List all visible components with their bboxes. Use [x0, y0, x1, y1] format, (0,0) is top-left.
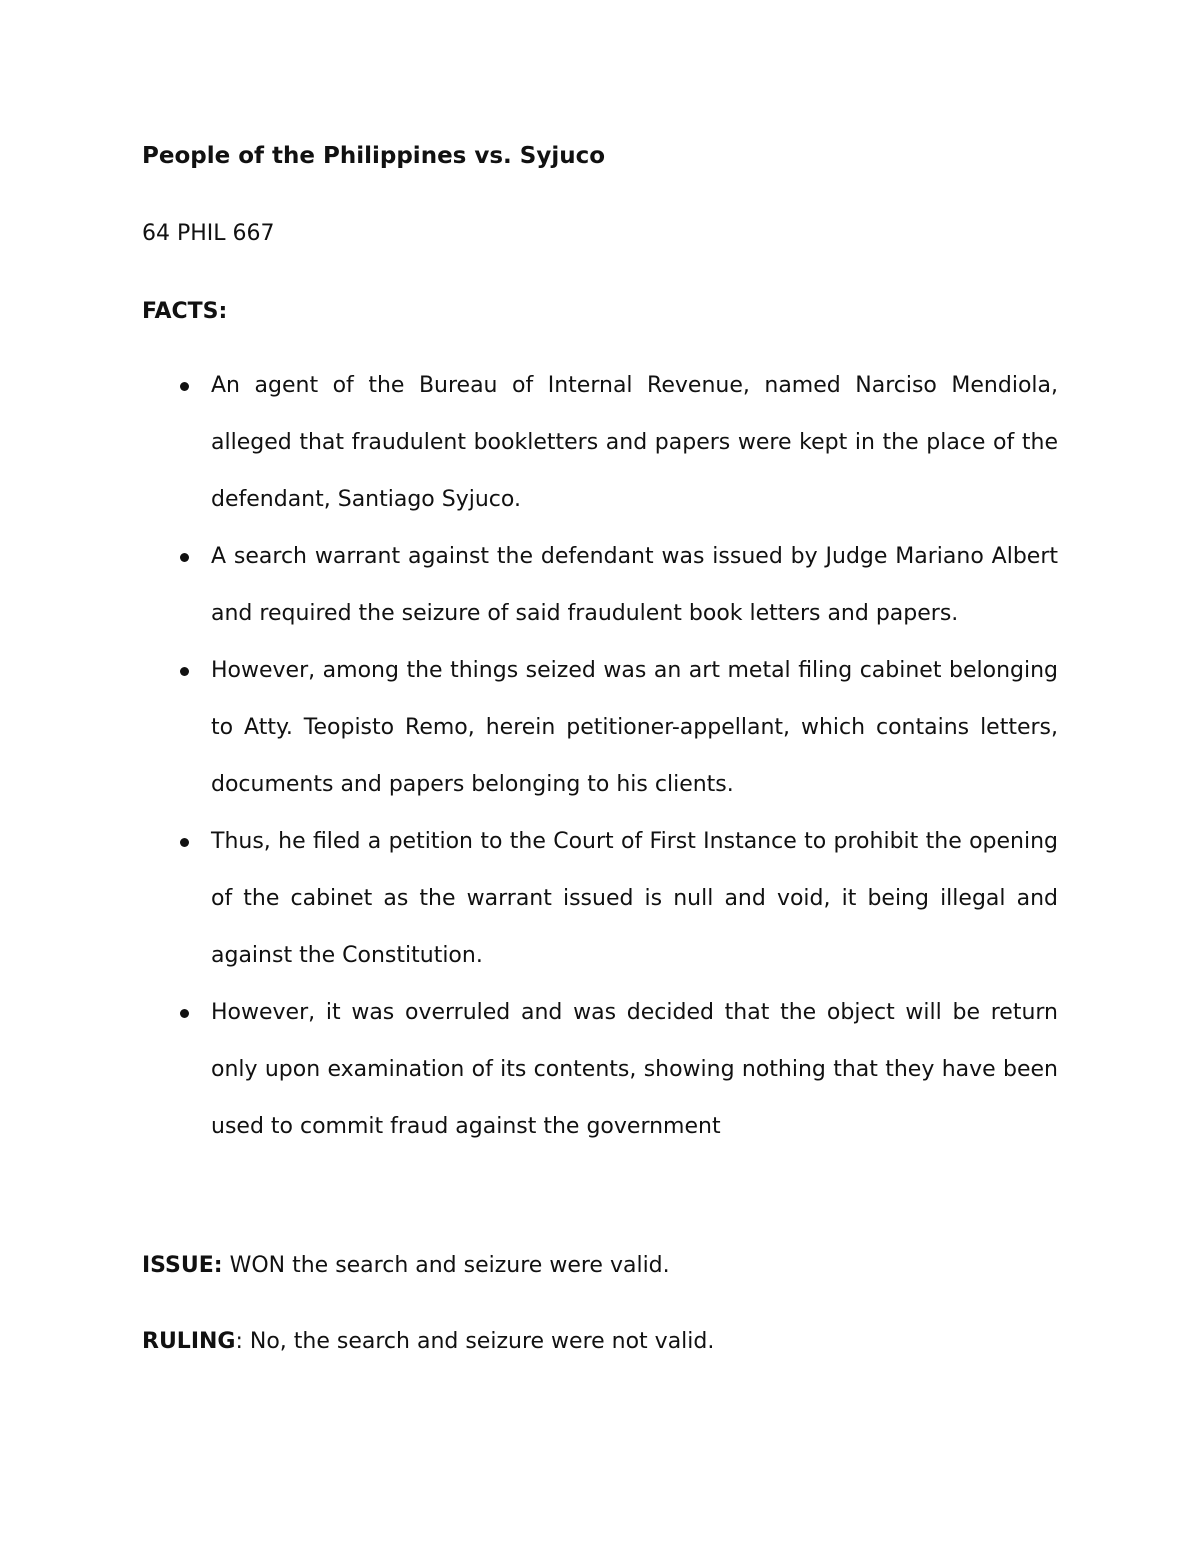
ruling-text: : No, the search and seizure were not valid.	[235, 1329, 715, 1354]
fact-text: However, among the things seized was an art metal filing cabinet belonging to Atty. Teopisto Remo, herein petitioner-appellant, which contains letters, documents and papers belonging to his clients.	[211, 658, 1058, 797]
case-citation: 64 PHIL 667	[142, 221, 275, 246]
facts-heading: FACTS:	[142, 299, 228, 324]
bullet-icon	[180, 553, 189, 562]
list-item	[0, 357, 1200, 528]
fact-text: However, it was overruled and was decided that the object will be return only upon examination of its contents, showing nothing that they have been used to commit fraud against the government	[211, 1000, 1058, 1139]
issue-text: WON the search and seizure were valid.	[222, 1253, 670, 1278]
list-item	[0, 642, 1200, 813]
list-item	[0, 528, 1200, 642]
bullet-icon	[180, 667, 189, 676]
bullet-icon	[180, 382, 189, 391]
list-item	[0, 813, 1200, 984]
fact-text: Thus, he filed a petition to the Court of First Instance to prohibit the opening of the cabinet as the warrant issued is null and void, it being illegal and against the Constitution.	[211, 829, 1058, 968]
bullet-icon	[180, 1009, 189, 1018]
ruling-statement	[142, 1313, 714, 1370]
bullet-icon	[180, 838, 189, 847]
issue-label: ISSUE:	[142, 1253, 223, 1278]
facts-list	[0, 357, 1200, 1155]
issue-statement	[142, 1237, 670, 1294]
document-title: People of the Philippines vs. Syjuco	[142, 143, 606, 169]
fact-text: A search warrant against the defendant was issued by Judge Mariano Albert and required the seizure of said fraudulent book letters and papers.	[211, 544, 1058, 626]
fact-text: An agent of the Bureau of Internal Revenue, named Narciso Mendiola, alleged that fraudulent bookletters and papers were kept in the place of the defendant, Santiago Syjuco.	[211, 373, 1058, 512]
list-item	[0, 984, 1200, 1155]
ruling-label: RULING	[142, 1329, 236, 1354]
